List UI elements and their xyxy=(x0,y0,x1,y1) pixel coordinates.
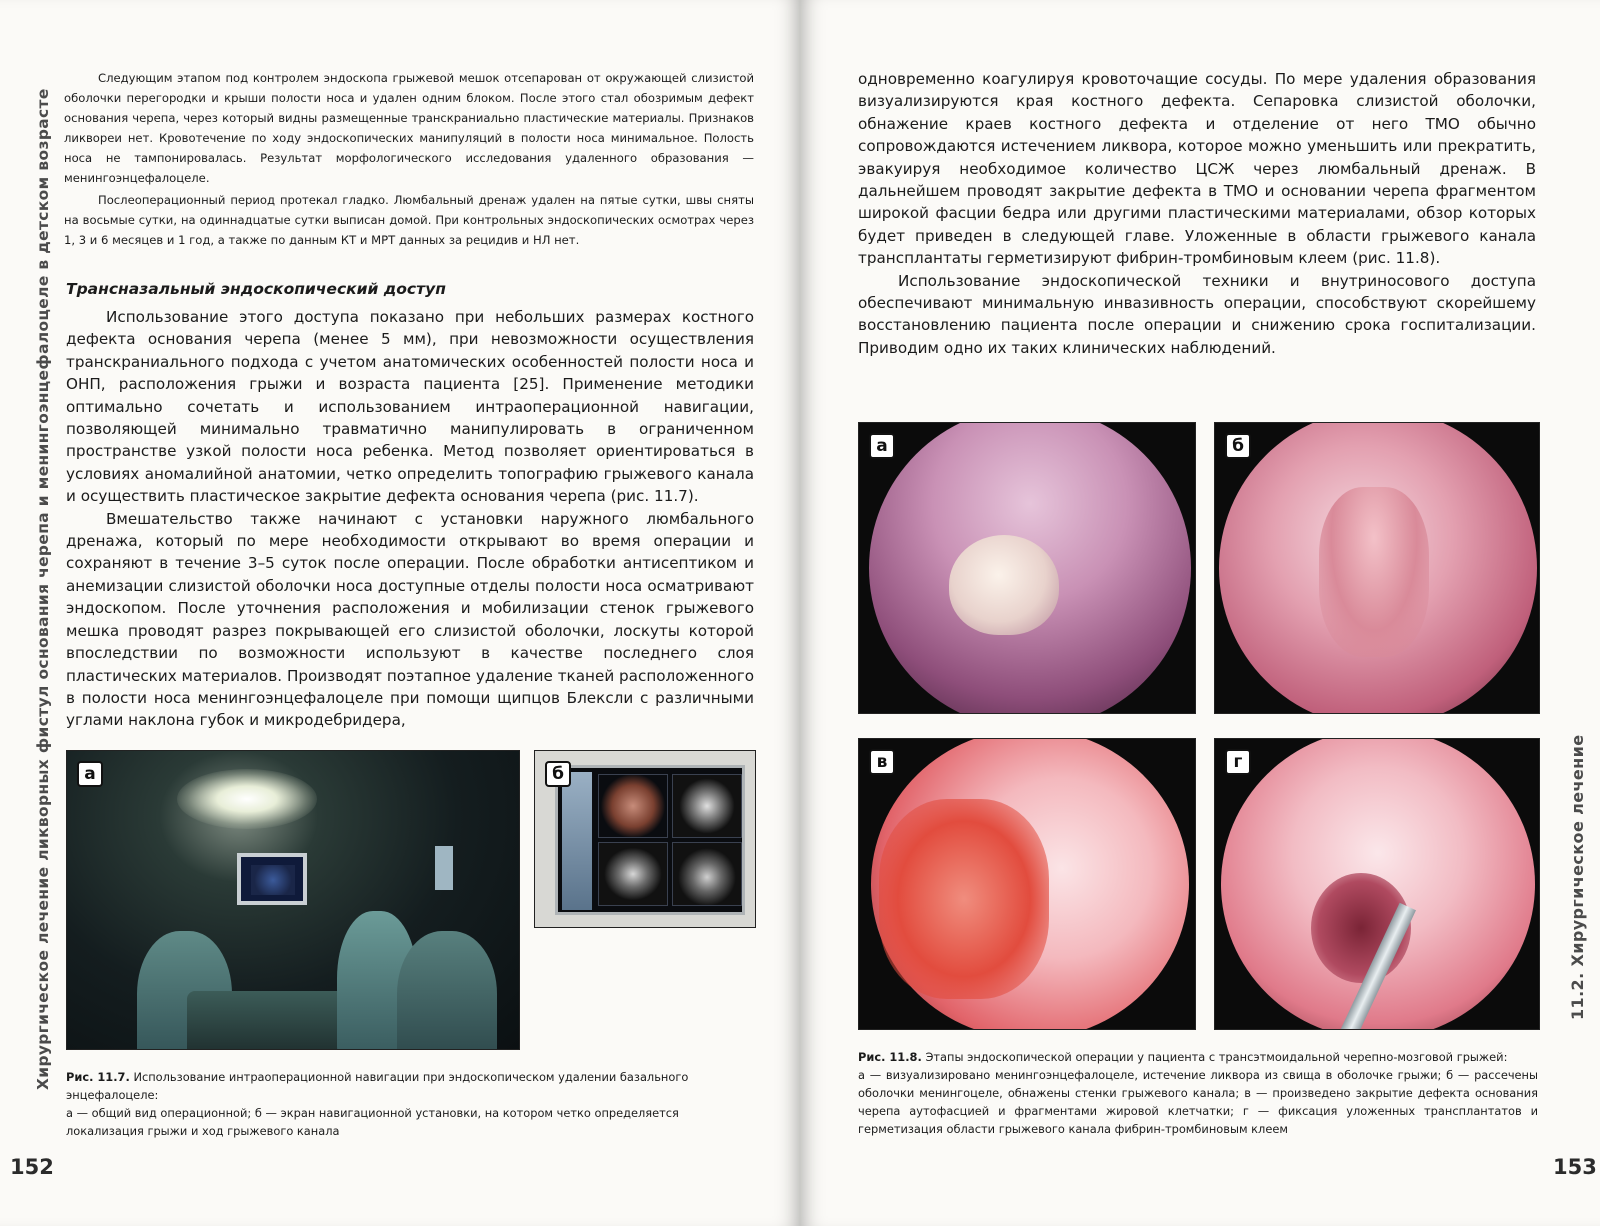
small-paragraph-2: Послеоперационный период протекал гладко. Люмбальный дренаж удален на пятые сутки, швы сняты на восьмые сутки, на одиннадцатые сутки выписан домой. При контрольных эндоскопических осмотрах через 1, 3 и 6 месяцев и 1 год, а также по данным КТ и МРТ данных за рецидив и НЛ нет. xyxy=(64,193,754,247)
right-paragraph-1: одновременно коагулируя кровоточащие сосуды. По мере удаления образования визуализируются края костного дефекта. Сепаровка слизистой оболочки, обнажение краев костного дефекта и отделение от него ТМО обычно сопровождаются истечением ликвора, которое можно уменьшить или прекратить, эвакуируя необходимое количество ЦСЖ через люмбальный дренаж. В дальнейшем проводят закрытие дефекта в ТМО и основании черепа фрагментом широкой фасции бедра или другими пластическими материалами, обзор которых будет приведен в следующей главе. Уложенные в области грыжевого канала трансплантаты герметизируют фибрин-тромбиновым клеем (рис. 11.8). xyxy=(858,70,1536,268)
caption-title: Этапы эндоскопической операции у пациента с трансэтмоидальной черепно-мозговой грыжей: xyxy=(925,1050,1508,1064)
surgeon-figure xyxy=(397,931,497,1050)
endoscope-monitor xyxy=(237,853,307,905)
axial-ct-view xyxy=(672,774,742,838)
navigation-display xyxy=(435,846,453,890)
coronal-ct-view xyxy=(598,842,668,906)
left-paragraph-2: Вмешательство также начинают с установки наружного люмбального дренажа, который по мере необходимости открывают во время операции и сохраняют в течение 3–5 суток после операции. После обработки антисептиком и анемизации слизистой оболочки носа доступные отделы полости носа осматривают эндоскопом. После уточнения расположения и мобилизации стенок грыжевого мешка проводят разрез покрывающей его слизистой оболочки, лоскуты которой впоследствии по возможности используют в качестве последнего слоя пластических материалов. Производят поэтапное удаление тканей расположенного в полости носа менингоэнцефалоцеле при помощи щипцов Блексли с различными углами наклона губок и микродебридера, xyxy=(66,509,754,730)
figure-11-7-caption xyxy=(66,1068,756,1140)
small-paragraph-1: Следующим этапом под контролем эндоскопа грыжевой мешок отсепарован от окружающей слизистой оболочки перегородки и крыши полости носа и удален одним блоком. После этого стал обозримым дефект основания черепа, через который видны размещенные транскраниально пластические материалы. Признаков ликвореи нет. Кровотечение по ходу эндоскопических манипуляций в полости носа минимальное. Полость носа не тампонировалась. Результат морфологического исследования удаленного образования — менингоэнцефалоцеле. xyxy=(64,71,754,185)
navigation-control-panel xyxy=(562,772,592,910)
page-number-left: 152 xyxy=(10,1155,54,1179)
left-paragraph-1: Использование этого доступа показано при небольших размерах костного дефекта основания черепа (менее 5 мм), при невозможности осуществления транскраниального подхода с учетом анатомических особенностей полости носа и ОНП, расположения грыжи и возраста пациента [25]. Применение методики оптимально сочетать и использованием интраоперационной навигации, позволяющей минимально травматично манипулировать в ограниченном пространстве узкой полости носа ребенка. Метод позволяет ориентироваться в условиях аномалийной анатомии, четко определить топографию грыжевого канала и осуществить пластическое закрытие дефекта основания черепа (рис. 11.7). xyxy=(66,308,754,506)
caption-label: Рис. 11.7. xyxy=(66,1070,130,1084)
figure-11-7-b-navigation-screen-photo xyxy=(534,750,756,928)
hernia-canal xyxy=(1319,487,1429,657)
caption-body: а — визуализировано менингоэнцефалоцеле, истечение ликвора из свища в оболочке грыжи; б — рассечены оболочки менингоцеле, обнажены стенки грыжевого канала; в — произведено закрытие дефекта основания черепа аутофасцией и фрагментами жировой клетчатки; г — фиксация уложенных трансплантатов и герметизация области грыжевого канала фибрин-тромбиновым клеем xyxy=(858,1068,1538,1136)
right-main-text xyxy=(858,68,1536,359)
section-heading: Трансназальный эндоскопический доступ xyxy=(66,280,446,298)
figure-label-a: а xyxy=(869,433,895,459)
caption-body: а — общий вид операционной; б — экран навигационной установки, на котором четко определяется локализация грыжи и ход грыжевого канала xyxy=(66,1106,679,1138)
figure-11-8-a-endoscopic-photo xyxy=(858,422,1196,714)
small-text-block xyxy=(64,68,754,252)
figure-label-b: б xyxy=(545,761,571,787)
right-paragraph-2: Использование эндоскопической техники и внутриносового доступа обеспечивают минимальную инвазивность операции, способствуют скорейшему восстановлению пациента после операции и снижению срока госпитализации. Приводим одно их таких клинических наблюдений. xyxy=(858,271,1536,357)
figure-label-a: а xyxy=(77,761,103,787)
left-running-head: Хирургическое лечение ликворных фистул основания черепа и менингоэнцефалоцеле в детском возрасте xyxy=(34,88,52,1090)
caption-label: Рис. 11.8. xyxy=(858,1050,922,1064)
right-running-head: 11.2. Хирургическое лечение xyxy=(1568,734,1587,1020)
figure-11-8-caption xyxy=(858,1048,1538,1138)
figure-11-7-a-operating-room-photo xyxy=(66,750,520,1050)
left-main-text xyxy=(66,306,754,732)
page-number-right: 153 xyxy=(1553,1155,1597,1179)
figure-11-8-c-endoscopic-photo xyxy=(858,738,1196,1030)
figure-11-8-d-endoscopic-photo xyxy=(1214,738,1540,1030)
figure-11-8-b-endoscopic-photo xyxy=(1214,422,1540,714)
figure-label-b: б xyxy=(1225,433,1251,459)
3d-head-view xyxy=(598,774,668,838)
sagittal-ct-view xyxy=(672,842,742,906)
figure-label-d: г xyxy=(1225,749,1251,775)
figure-label-c: в xyxy=(869,749,895,775)
surgical-lamp xyxy=(177,769,317,829)
fat-graft xyxy=(879,799,1049,999)
caption-title: Использование интраоперационной навигации при эндоскопическом удалении базального энцефалоцеле: xyxy=(66,1070,689,1102)
meningoencephalocele xyxy=(949,535,1059,635)
navigation-screen xyxy=(555,765,745,915)
